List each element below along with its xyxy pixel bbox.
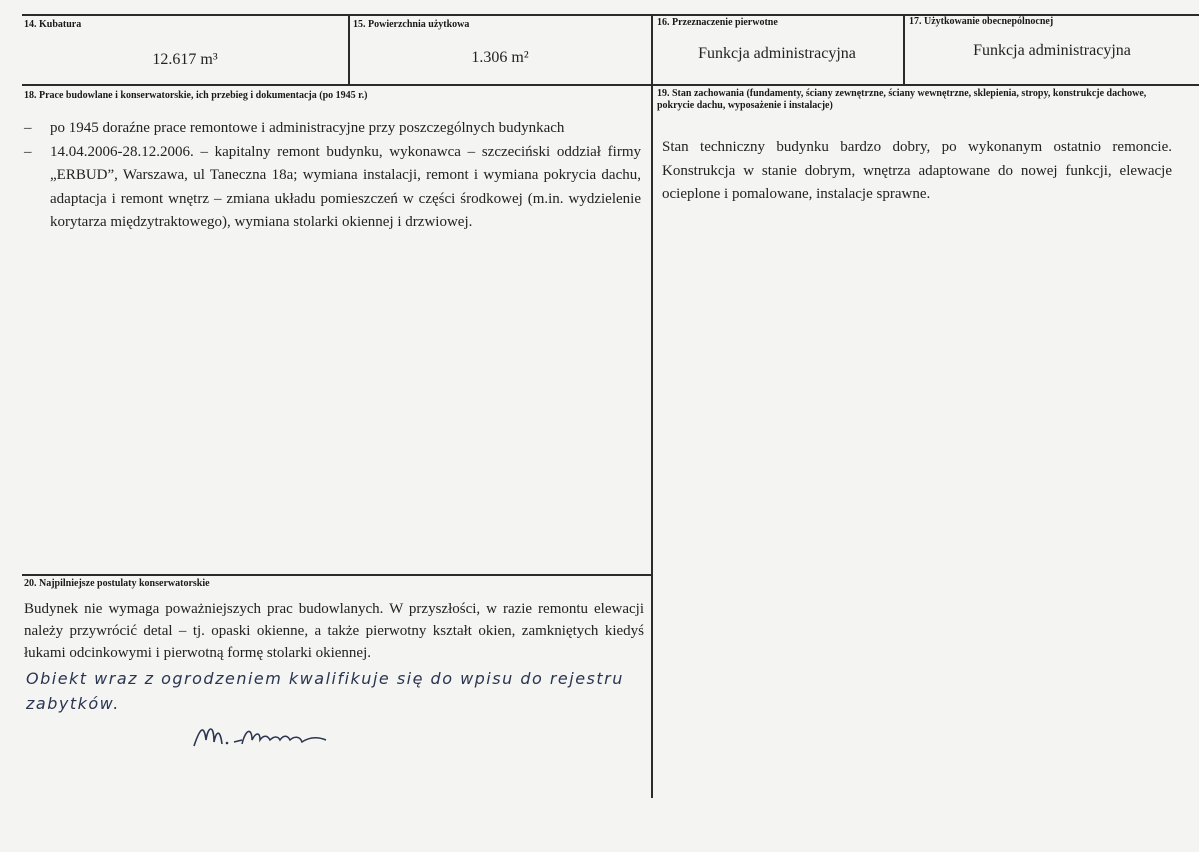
field-20-header: 20. Najpilniejsze postulaty konserwatorskie [24,578,210,589]
handwritten-signature [190,718,340,754]
list-item [24,117,641,141]
list-item-text: 14.04.2006-28.12.2006. – kapitalny remont budynku, wykonawca – szczeciński oddział firmy „ERBUD”, Warszawa, ul Taneczna 18a; wymiana instalacji, remont i wymiana pokrycia dachu, adaptacja i remont wnętrz – zmiana układu pomieszczeń w części środkowej (m.in. wydzielenie korytarza międzytraktowego), wymiana stolarki okiennej i drzwiowej. [50,143,641,230]
field-14-header: 14. Kubatura [24,19,82,30]
handwritten-note: Obiekt wraz z ogrodzeniem kwalifikuje się do wpisu do rejestru zabytków. [26,669,624,713]
field-15-header: 15. Powierzchnia użytkowa [353,19,470,30]
field-18-header: 18. Prace budowlane i konserwatorskie, ich przebieg i dokumentacja (po 1945 r.) [24,90,368,101]
field-19-header: 19. Stan zachowania (fundamenty, ściany zewnętrzne, ściany wewnętrzne, sklepienia, stropy, konstrukcje dachowe, pokrycie dachu, wyposażenie i instalacje) [657,88,1147,111]
list-item [24,141,641,235]
field-17-header: 17. Użytkowanie obecnepólnocnej [909,16,1054,27]
row1-bottom-border [22,84,1199,86]
dash-bullet: – [24,120,32,136]
main-col-divider [651,14,653,798]
list-item-text: po 1945 doraźne prace remontowe i administracyjne przy poszczególnych budynkach [50,120,565,136]
dash-bullet: – [24,143,32,160]
field-16-value: Funkcja administracyjna [698,45,856,62]
field-18-body [24,117,641,235]
field-20-body: Budynek nie wymaga poważniejszych prac budowlanych. W przyszłości, w razie remontu elewacji należy przywrócić detal – tj. opaski okienne, a także pierwotny kształt okien, zamkniętych kiedyś łukami odcinkowymi i pierwotną formę stolarki okiennej. [24,601,644,661]
field-15-value: 1.306 m² [471,49,529,66]
f18-f20-divider [22,574,652,576]
field-14-value: 12.617 m³ [152,51,218,68]
field-19-body: Stan techniczny budynku bardzo dobry, po wykonanym ostatnio remoncie. Konstrukcja w stanie dobrym, wnętrza adaptowane do nowej funkcji, elewacje ocieplone i pomalowane, instalacje sprawne. [662,139,1172,202]
field-18-list [24,117,641,235]
field-17-value: Funkcja administracyjna [973,42,1131,59]
field-16-header: 16. Przeznaczenie pierwotne [657,17,778,28]
